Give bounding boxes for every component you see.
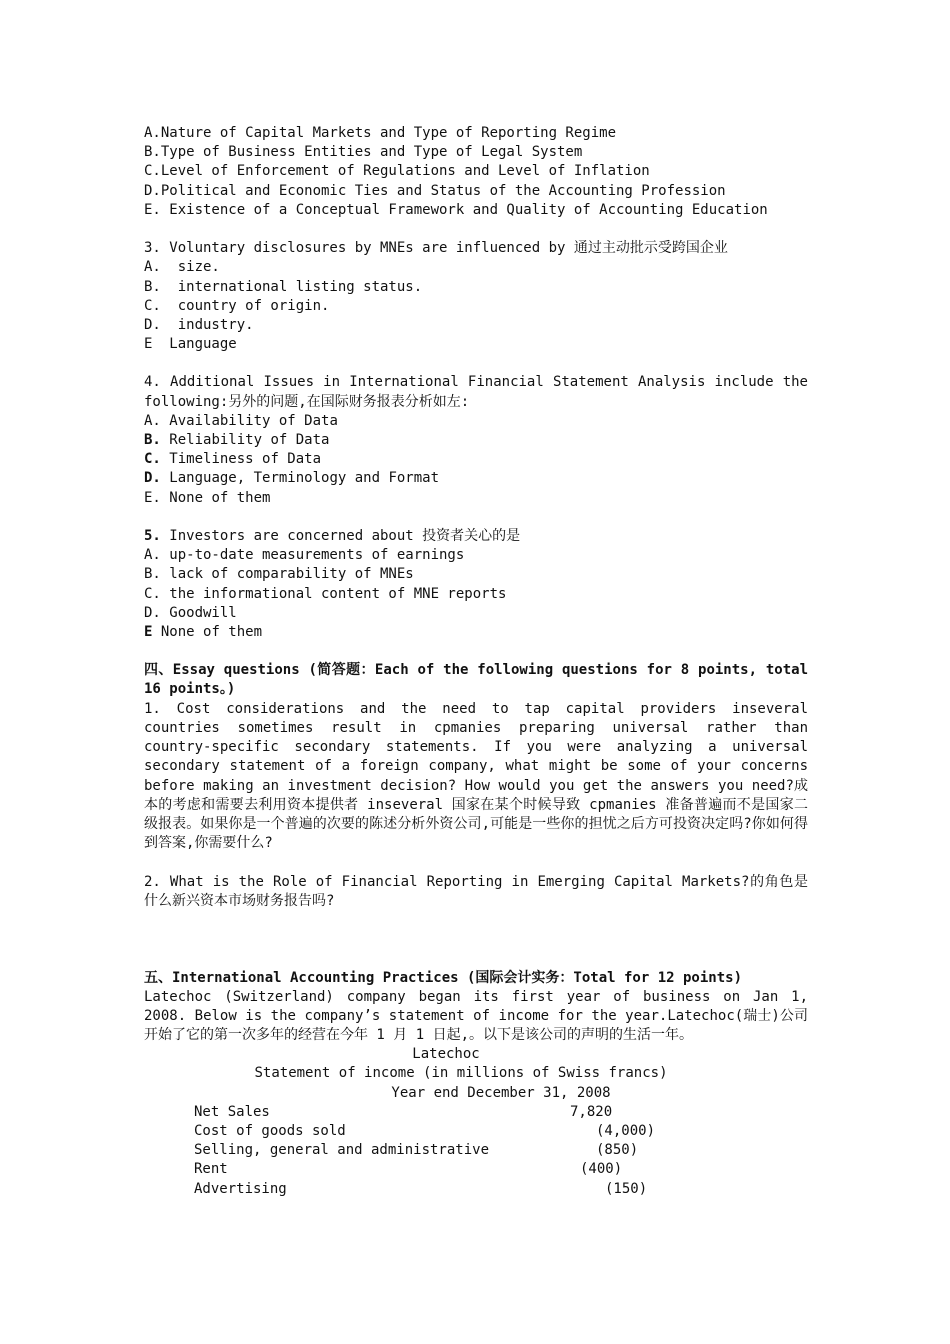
q5-letter-e: E [144, 623, 153, 640]
q3-option-b: B. international listing status. [144, 278, 423, 295]
q3-option-e: E Language [144, 336, 237, 353]
q4-letter-c: C. [144, 451, 161, 468]
q4-option-b [144, 431, 808, 450]
income-statement [144, 1045, 808, 1199]
statement-title: Statement of income (in millions of Swiss francs) [254, 1065, 668, 1082]
q2-option-e: E. Existence of a Conceptual Framework and Quality of Accounting Education [144, 201, 768, 218]
row-label: Cost of goods sold [194, 1123, 346, 1140]
q5-text-e: None of them [152, 623, 263, 640]
essay-question-2: 2. What is the Role of Financial Reporting in Emerging Capital Markets?的角色是什么新兴资本市场财务报告吗? [144, 873, 808, 909]
q4-text-d: Language, Terminology and Format [169, 470, 440, 487]
q4-stem: 4. Additional Issues in International Financial Statement Analysis include the following:另外的问题,在国际财务报表分析如左: [144, 374, 808, 410]
q5-option-a: A. up-to-date measurements of earnings [144, 547, 465, 564]
statement-row [144, 1180, 808, 1199]
q4-option-e [144, 489, 808, 508]
statement-row [144, 1122, 808, 1141]
section4-heading: 四、Essay questions (简答题：Each of the following questions for 8 points, total 16 points。) [144, 662, 808, 698]
q5-option-d: D. Goodwill [144, 604, 237, 621]
q4-option-a [144, 412, 808, 431]
q5-stem-text: Investors are concerned about 投资者关心的是 [160, 527, 521, 544]
statement-row [144, 1160, 808, 1179]
row-label: Advertising [194, 1180, 287, 1197]
q4-letter-a: A. [144, 412, 161, 429]
q4-text-c: Timeliness of Data [169, 451, 322, 468]
q4-letter-d: D. [144, 470, 161, 487]
q5-option-e [144, 623, 808, 642]
question-5 [144, 527, 808, 642]
q4-text-e: None of them [169, 489, 271, 506]
question-3 [144, 239, 808, 354]
statement-row [144, 1103, 808, 1122]
row-label: Selling, general and administrative [194, 1142, 490, 1159]
section-accounting-practices [144, 969, 808, 1199]
q2-option-b: B.Type of Business Entities and Type of Legal System [144, 144, 583, 161]
section5-heading: 五、International Accounting Practices (国际会计实务：Total for 12 points) [144, 969, 743, 986]
row-value: (150) [605, 1180, 648, 1197]
q4-letter-b: B. [144, 432, 161, 449]
q4-option-c [144, 450, 808, 469]
row-value: (850) [596, 1142, 639, 1159]
question-4 [144, 373, 808, 507]
q5-option-c: C. the informational content of MNE reports [144, 585, 507, 602]
q5-stem [144, 527, 808, 546]
row-value: 7,820 [570, 1103, 613, 1120]
row-value: (400) [580, 1161, 623, 1178]
statement-row [144, 1141, 808, 1160]
essay-question-1: 1. Cost considerations and the need to tap capital providers inseveral countries sometimes result in cpmanies preparing universal rather than country-specific secondary statements. If you were analyzing a universal secondary statement of a foreign company, what might be some of your concerns before making an investment decision? How would you get the answers you need?成本的考虑和需要去利用资本提供者 inseveral 国家在某个时候导致 cpmanies 准备普遍而不是国家二级报表。如果你是一个普遍的次要的陈述分析外资公司,可能是一些你的担忧之后方可投资决定吗?你如何得到答案,你需要什么? [144, 700, 808, 852]
q2-option-c: C.Level of Enforcement of Regulations and Level of Inflation [144, 163, 650, 180]
statement-period: Year end December 31, 2008 [391, 1084, 611, 1101]
statement-company: Latechoc [412, 1046, 480, 1063]
q3-stem: 3. Voluntary disclosures by MNEs are influenced by 通过主动批示受跨国企业 [144, 240, 728, 257]
q3-option-d: D. industry. [144, 316, 254, 333]
row-label: Rent [194, 1161, 228, 1178]
section5-intro: Latechoc (Switzerland) company began its first year of business on Jan 1, 2008. Below is the company’s statement of income for the year.Latechoc(瑞士)公司开始了它的第一次多年的经营在今年 1 月 1 日起,。以下是该公司的声明的生活一年。 [144, 988, 808, 1044]
q4-text-b: Reliability of Data [169, 432, 330, 449]
q2-options [144, 124, 808, 220]
q4-text-a: Availability of Data [169, 412, 338, 429]
section-essay-questions [144, 661, 808, 911]
row-value: (4,000) [596, 1123, 656, 1140]
q5-option-b: B. lack of comparability of MNEs [144, 566, 414, 583]
q5-number: 5. [144, 527, 161, 544]
document-page [144, 124, 808, 1199]
q3-option-a: A. size. [144, 259, 220, 276]
row-label: Net Sales [194, 1103, 270, 1120]
q4-letter-e: E. [144, 489, 161, 506]
q3-option-c: C. country of origin. [144, 297, 330, 314]
q4-option-d [144, 469, 808, 488]
q2-option-d: D.Political and Economic Ties and Status of the Accounting Profession [144, 182, 726, 199]
q2-option-a: A.Nature of Capital Markets and Type of Reporting Regime [144, 125, 617, 141]
